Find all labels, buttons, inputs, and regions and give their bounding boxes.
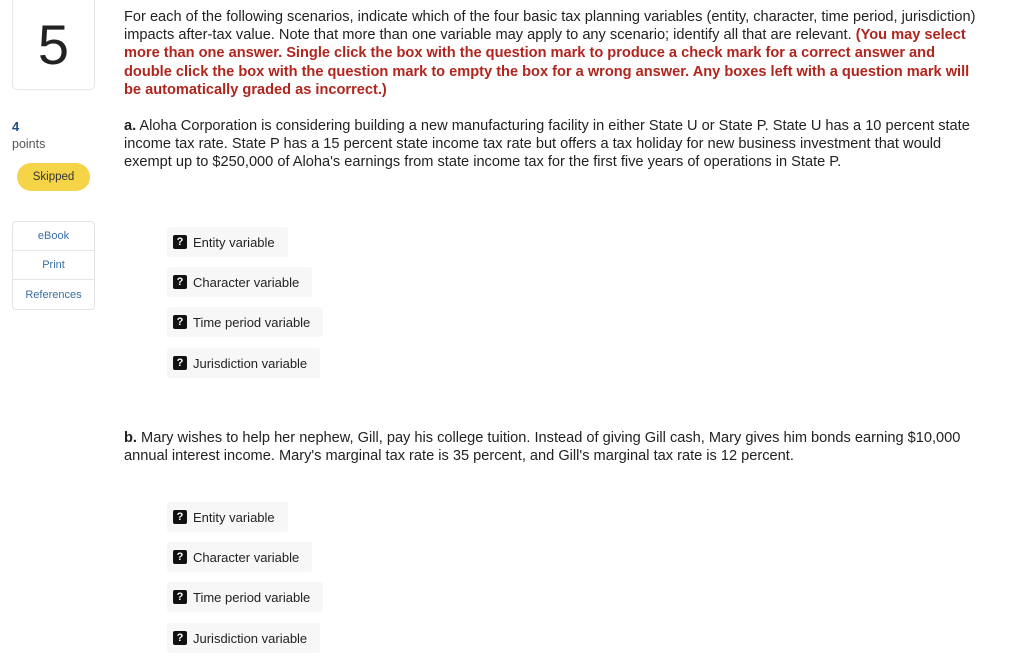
points-value: 4 [12,119,20,134]
print-link[interactable] [13,251,94,280]
question-mark-checkbox-icon[interactable]: ? [173,275,187,289]
scenario-a-option-entity[interactable] [167,227,288,257]
status-badge [17,163,90,191]
question-mark-checkbox-icon[interactable]: ? [173,315,187,329]
question-mark-checkbox-icon[interactable]: ? [173,631,187,645]
print-link-label: Print [42,259,65,271]
option-label: Entity variable [193,234,275,250]
instructions-text [124,8,984,99]
scenario-a-body: Aloha Corporation is considering building a new manufacturing facility in either State U or State P. State U has a 10 percent state income tax rate. State P has a 15 percent state income tax rate but offers a tax holiday for new business investment that would exempt up to $250,000 of Aloha's earnings from state income tax for the first five years of operations in State P. [124,118,970,171]
instructions-body: For each of the following scenarios, indicate which of the four basic tax planning variables (entity, character, time period, jurisdiction) impacts after-tax value. Note that more than one variable may apply to any scenario; identify all that are relevant. [124,9,976,44]
instructions-emphasis: (You may select more than one answer. Single click the box with the question mark to produce a check mark for a correct answer and double click the box with the question mark to empty the box for a wrong answer. Any boxes left with a question mark will be automatically graded as incorrect.) [124,27,970,98]
ebook-link[interactable] [13,222,94,251]
option-label: Jurisdiction variable [193,630,308,646]
question-mark-checkbox-icon[interactable]: ? [173,356,187,370]
option-label: Entity variable [193,509,275,525]
scenario-b-option-time-period[interactable] [167,582,323,612]
references-link-label: References [25,288,82,301]
question-mark-checkbox-icon[interactable]: ? [173,235,187,249]
scenario-b-body: Mary wishes to help her nephew, Gill, pay his college tuition. Instead of giving Gill cash, Mary gives him bonds earning $10,000 annual interest income. Mary's marginal tax rate is 35 percent, and Gill's marginal tax rate is 12 percent. [124,430,961,465]
question-mark-checkbox-icon[interactable]: ? [173,550,187,564]
scenario-a-text [124,117,984,172]
scenario-a-option-time-period[interactable] [167,307,323,337]
points-label: points [12,137,46,151]
instructions-block [124,8,984,99]
scenario-b-option-jurisdiction[interactable] [167,623,320,653]
scenario-b-text [124,429,984,465]
scenario-a-label: a. [124,118,137,134]
scenario-a-option-jurisdiction[interactable] [167,348,320,378]
scenario-b-option-character[interactable] [167,542,312,572]
status-badge-text: Skipped [32,171,75,183]
resources-panel [12,221,95,310]
option-label: Jurisdiction variable [193,355,308,371]
question-number-text: 5 [37,13,70,76]
scenario-b-option-entity[interactable] [167,502,288,532]
option-label: Character variable [193,549,300,565]
ebook-link-label: eBook [37,230,70,242]
option-label: Time period variable [193,314,311,330]
option-label: Time period variable [193,589,311,605]
references-link[interactable] [13,280,94,309]
scenario-a-option-character[interactable] [167,267,312,297]
option-label: Character variable [193,274,300,290]
question-number [12,0,95,90]
question-mark-checkbox-icon[interactable]: ? [173,510,187,524]
question-mark-checkbox-icon[interactable]: ? [173,590,187,604]
scenario-b-label: b. [124,430,137,446]
